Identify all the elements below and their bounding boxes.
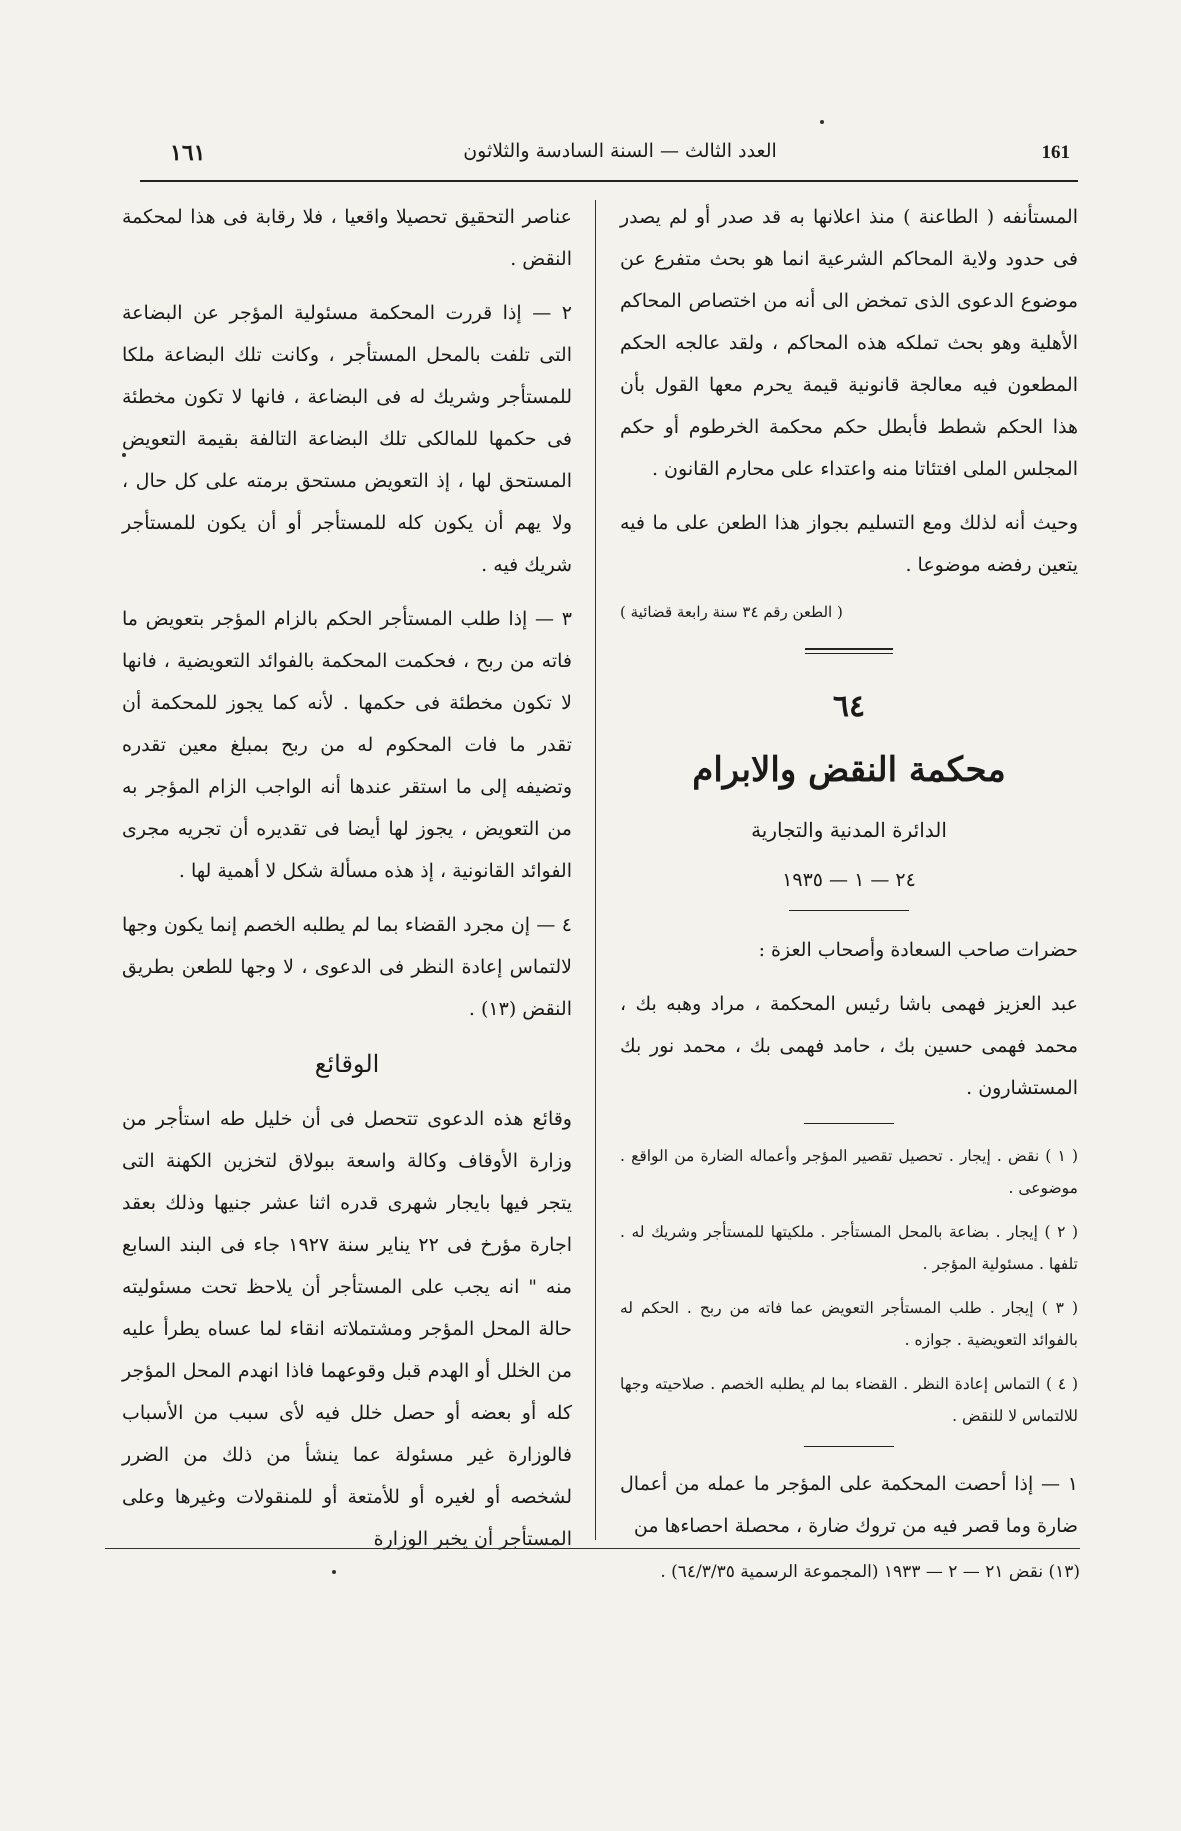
- divider: [789, 910, 909, 911]
- right-column: [620, 196, 1078, 1559]
- header-rule: [140, 180, 1078, 182]
- case-citation: ( الطعن رقم ٣٤ سنة رابعة قضائية ): [620, 603, 843, 621]
- left-column: [122, 196, 572, 1572]
- principle-paragraph: ١ — إذا أحصت المحكمة على المؤجر ما عمله من أعمال ضارة وما قصر فيه من تروك ضارة ، محصلة احصاءها من: [620, 1473, 1078, 1537]
- summary-item: ( ١ ) نقض . إيجار . تحصيل تقصير المؤجر وأعماله الضارة من الواقع . موضوعى .: [620, 1147, 1078, 1197]
- divider: [804, 1123, 894, 1124]
- scan-speck: [332, 1570, 336, 1574]
- case-number: ٦٤: [832, 689, 866, 724]
- footnote: (١٣) نقض ٢١ — ٢ — ١٩٣٣ (المجموعة الرسمية ٦٤/٣/٣٥) .: [660, 1562, 1080, 1582]
- paragraph: المستأنفه ( الطاعنة ) منذ اعلانها به قد صدر أو لم يصدر فى حدود ولاية المحاكم الشرعية انما هو بحث متفرع عن موضوع الدعوى الذى تمخض الى أنه من اختصاص المحاكم الأهلية وهو بحث تملكه هذه المحاكم ، ولقد عالجه الحكم المطعون فيه معالجة قانونية قيمة يحرم معها القول بأن هذا الحكم شطط فأبطل حكم محكمة الخرطوم أو حكم المجلس الملى افتئاتا منه واعتداء على محارم القانون .: [620, 206, 1078, 480]
- bench-intro: حضرات صاحب السعادة وأصحاب العزة :: [758, 939, 1078, 961]
- paragraph: عناصر التحقيق تحصيلا واقعيا ، فلا رقابة فى هذا لمحكمة النقض .: [122, 206, 572, 270]
- section-heading: الوقائع: [314, 1050, 380, 1078]
- running-title: العدد الثالث — السنة السادسة والثلاثون: [463, 140, 777, 162]
- judgment-date: ٢٤ — ١ — ١٩٣٥: [782, 869, 916, 891]
- section-divider: [805, 648, 893, 654]
- principle-paragraph: ٣ — إذا طلب المستأجر الحكم بالزام المؤجر بتعويض ما فاته من ربح ، فحكمت المحكمة بالفوائد التعويضية ، فانها لا تكون مخطئة فى حكمها . لأنه كما يجوز للمحكمة أن تقدر ما فات المحكوم له من ربح بمبلغ معين تقدره وتضيفه إلى ما استقر عندها أنه الواجب الزام المؤجر به من التعويض ، يجوز لها أيضا فى تقديره أن تجريه مجرى الفوائد القانونية ، إذ هذه مسألة شكل لا أهمية لها .: [122, 608, 572, 882]
- scan-speck: [122, 453, 126, 457]
- page-header: [140, 136, 1080, 172]
- facts-paragraph: وقائع هذه الدعوى تتحصل فى أن خليل طه استأجر من وزارة الأوقاف وكالة واسعة ببولاق لتخزين الكهنة التى يتجر فيها بايجار شهرى قدره اثنا عشر جنيها وذلك بعقد اجارة مؤرخ فى ٢٢ يناير سنة ١٩٢٧ جاء فى البند السابع منه " انه يجب على المستأجر أن يلاحظ تحت مسئوليته حالة المحل المؤجر ومشتملاته انقاء لما عساه يطرأ عليه من الخلل أو الهدم قبل وقوعهما فاذا انهدم المحل المؤجر كله أو بعضه أو حصل خلل فيه لأى سبب من الأسباب فالوزارة غير مسئولة عما ينشأ من ذلك من الضرر لشخصه أو لغيره أو للأمتعة أو للمنقولات وغيرها وعلى المستأجر أن يخبر الوزارة: [122, 1108, 572, 1550]
- divider: [804, 1446, 894, 1447]
- summary-item: ( ٤ ) التماس إعادة النظر . القضاء بما لم يطلبه الخصم . صلاحيته وجها للالتماس لا للنقض .: [620, 1375, 1078, 1425]
- summary-item: ( ٢ ) إيجار . بضاعة بالمحل المستأجر . ملكيتها للمستأجر وشريك له . تلفها . مسئولية المؤجر .: [620, 1223, 1078, 1273]
- court-name: محكمة النقض والابرام: [692, 750, 1006, 790]
- footnote-rule: [105, 1548, 1080, 1549]
- column-divider: [595, 200, 596, 1540]
- page-number: 161: [1041, 142, 1070, 163]
- paragraph: وحيث أنه لذلك ومع التسليم بجواز هذا الطعن على ما فيه يتعين رفضه موضوعا .: [620, 512, 1078, 576]
- page-number-arabic: ١٦١: [170, 140, 206, 166]
- scan-speck: [820, 120, 824, 124]
- court-circuit: الدائرة المدنية والتجارية: [751, 818, 947, 842]
- principle-paragraph: ٢ — إذا قررت المحكمة مسئولية المؤجر عن البضاعة التى تلفت بالمحل المستأجر ، وكانت تلك البضاعة ملكا للمستأجر وشريك له فى البضاعة ، فانها لا تكون مخطئة فى حكمها للمالكى تلك البضاعة التالفة بقيمة التعويض المستحق لها ، إذ التعويض مستحق برمته على كل حال ، ولا يهم أن يكون كله للمستأجر أو أن يكون للمستأجر شريك فيه .: [122, 302, 572, 576]
- bench-names: عبد العزيز فهمى باشا رئيس المحكمة ، مراد وهبه بك ، محمد فهمى حسين بك ، حامد فهمى بك ، محمد نور بك المستشارون .: [620, 993, 1078, 1099]
- principle-paragraph: ٤ — إن مجرد القضاء بما لم يطلبه الخصم إنما يكون وجها لالتماس إعادة النظر فى الدعوى ، لا وجها للطعن بطريق النقض (١٣) .: [122, 914, 572, 1020]
- summary-item: ( ٣ ) إيجار . طلب المستأجر التعويض عما فاته من ربح . الحكم له بالفوائد التعويضية . جوازه .: [620, 1299, 1078, 1349]
